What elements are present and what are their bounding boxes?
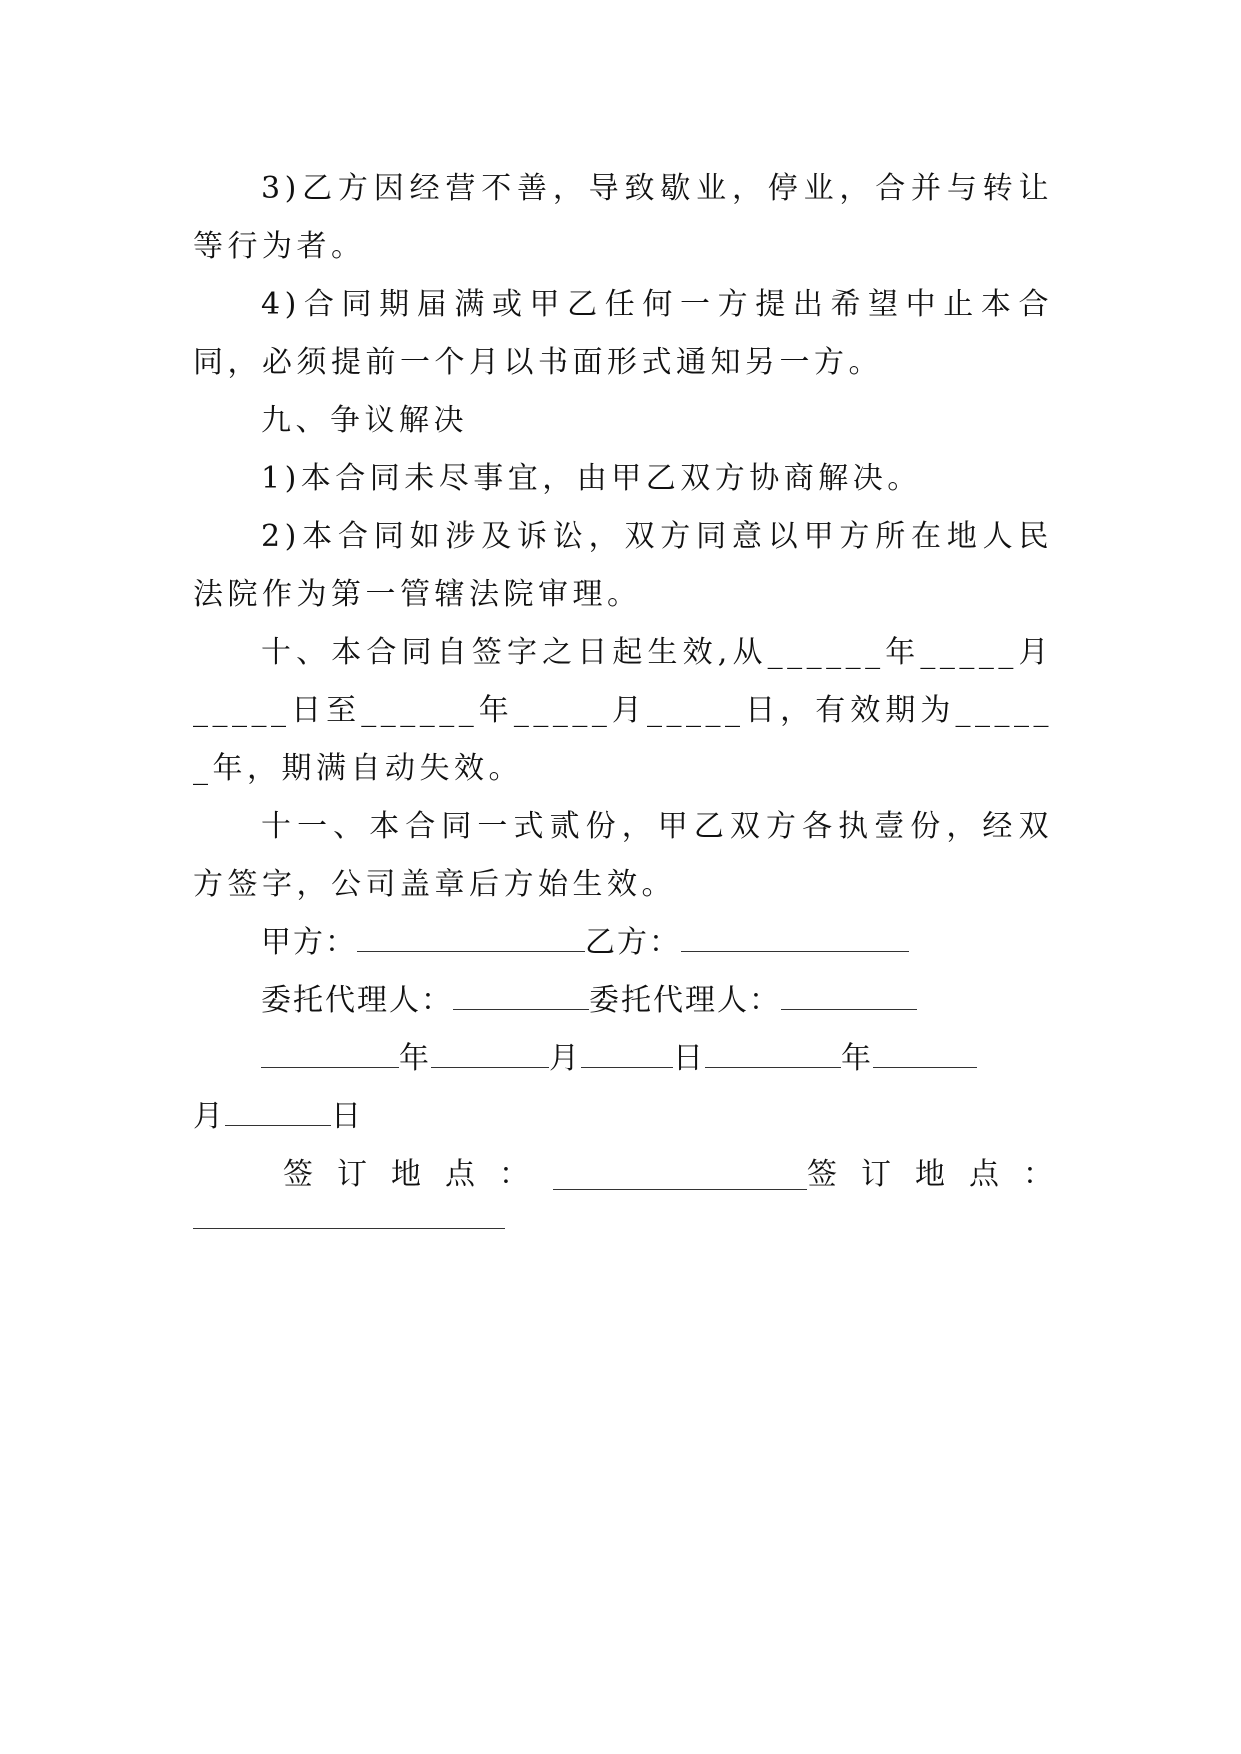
agent-a-blank xyxy=(453,981,589,1010)
party-b-label: 乙方： xyxy=(585,925,681,960)
month-a-label: 月 xyxy=(549,1041,581,1076)
clause-termination-4: 4)合同期届满或甲乙任何一方提出希望中止本合同，必须提前一个月以书面形式通知另一方。 xyxy=(193,287,1053,380)
agent-b-label: 委托代理人： xyxy=(589,983,781,1018)
clause-effective-date: 十、本合同自签字之日起生效,从______年_____月_____日至______年_____月_____日，有效期为______年，期满自动失效。 xyxy=(193,635,1053,786)
day-b-label: 日 xyxy=(331,1099,363,1134)
signing-place-b-label: 签订地点： xyxy=(807,1157,1077,1192)
clause-dispute-1: 1)本合同未尽事宜，由甲乙双方协商解决。 xyxy=(261,461,922,496)
clause-termination-3: 3)乙方因经营不善，导致歇业，停业，合并与转让等行为者。 xyxy=(193,171,1053,264)
date-row-2 xyxy=(193,1088,1053,1146)
party-b-blank xyxy=(681,923,909,952)
year-a-blank xyxy=(261,1039,399,1068)
month-a-blank xyxy=(431,1039,549,1068)
year-b-label: 年 xyxy=(841,1041,873,1076)
clause-dispute-2: 2)本合同如涉及诉讼，双方同意以甲方所在地人民法院作为第一管辖法院审理。 xyxy=(193,519,1053,612)
year-a-label: 年 xyxy=(399,1041,431,1076)
party-a-label: 甲方： xyxy=(261,925,357,960)
day-a-label: 日 xyxy=(673,1041,705,1076)
day-a-blank xyxy=(581,1039,673,1068)
signing-place-a-blank xyxy=(553,1161,807,1190)
clause-copies: 十一、本合同一式贰份，甲乙双方各执壹份，经双方签字，公司盖章后方始生效。 xyxy=(193,809,1053,902)
agent-b-blank xyxy=(781,981,917,1010)
day-b-blank xyxy=(225,1097,331,1126)
party-a-blank xyxy=(357,923,585,952)
agent-a-label: 委托代理人： xyxy=(261,983,453,1018)
signing-place-a-label: 签订地点： xyxy=(283,1157,553,1192)
month-b-blank-start xyxy=(873,1039,977,1068)
date-row-1 xyxy=(193,1030,1053,1088)
section-heading-dispute: 九、争议解决 xyxy=(261,403,468,438)
year-b-blank xyxy=(705,1039,841,1068)
agent-signature-row xyxy=(193,972,1053,1030)
party-signature-row xyxy=(193,914,1053,972)
signing-place-row xyxy=(193,1146,1077,1204)
month-b-label: 月 xyxy=(193,1099,225,1134)
signing-place-b-blank xyxy=(193,1208,505,1229)
contract-page xyxy=(193,160,1077,1229)
